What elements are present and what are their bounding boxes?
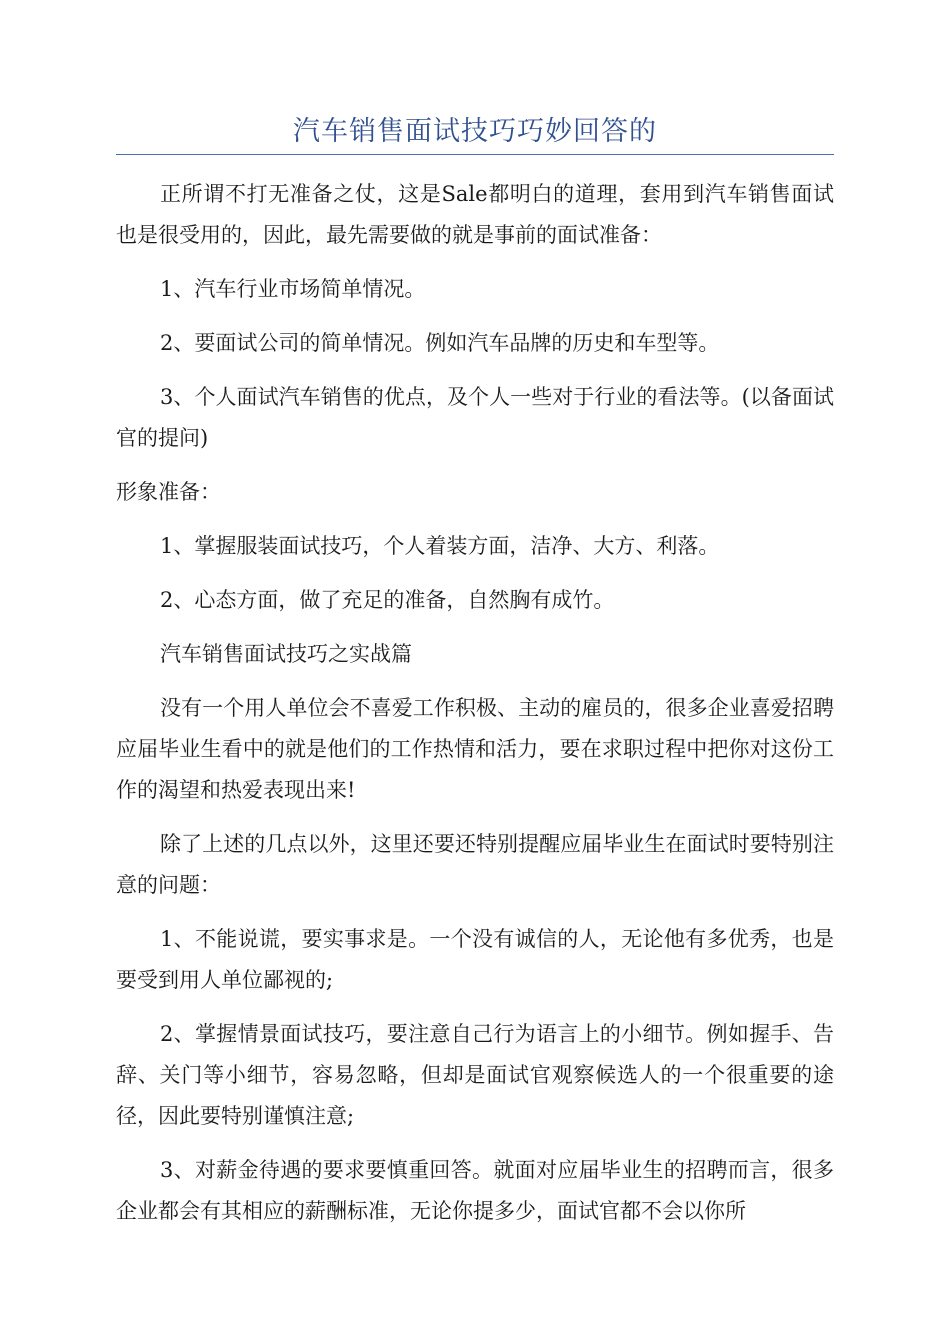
document-title: 汽车销售面试技巧巧妙回答的 xyxy=(293,116,657,147)
paragraph-7: 2、心态方面，做了充足的准备，自然胸有成竹。 xyxy=(160,588,615,612)
paragraph-5: 形象准备： xyxy=(116,480,221,504)
paragraph-11: 1、不能说谎，要实事求是。一个没有诚信的人，无论他有多优秀，也是要受到用人单位鄙视的; xyxy=(116,927,834,992)
paragraph-13: 3、对薪金待遇的要求要慎重回答。就面对应届毕业生的招聘而言，很多企业都会有其相应的薪酬标准，无论你提多少，面试官都不会以你所 xyxy=(116,1158,834,1223)
paragraph-1: 正所谓不打无准备之仗，这是Sale都明白的道理，套用到汽车销售面试也是很受用的，因此，最先需要做的就是事前的面试准备： xyxy=(116,182,834,247)
paragraph-12: 2、掌握情景面试技巧，要注意自己行为语言上的小细节。例如握手、告辞、关门等小细节，容易忽略，但却是面试官观察候选人的一个很重要的途径，因此要特别谨慎注意; xyxy=(116,1022,834,1128)
paragraph-4: 3、个人面试汽车销售的优点，及个人一些对于行业的看法等。(以备面试官的提问) xyxy=(116,385,834,450)
paragraph-8: 汽车销售面试技巧之实战篇 xyxy=(160,642,412,666)
paragraph-3: 2、要面试公司的简单情况。例如汽车品牌的历史和车型等。 xyxy=(160,331,720,355)
title-underline xyxy=(116,154,834,155)
document-body xyxy=(116,174,834,1245)
paragraph-2: 1、汽车行业市场简单情况。 xyxy=(160,277,426,301)
paragraph-9: 没有一个用人单位会不喜爱工作积极、主动的雇员的，很多企业喜爱招聘应届毕业生看中的就是他们的工作热情和活力，要在求职过程中把你对这份工作的渴望和热爱表现出来! xyxy=(116,696,834,802)
paragraph-10: 除了上述的几点以外，这里还要还特别提醒应届毕业生在面试时要特别注意的问题： xyxy=(116,832,834,897)
paragraph-6: 1、掌握服装面试技巧，个人着装方面，洁净、大方、利落。 xyxy=(160,534,720,558)
